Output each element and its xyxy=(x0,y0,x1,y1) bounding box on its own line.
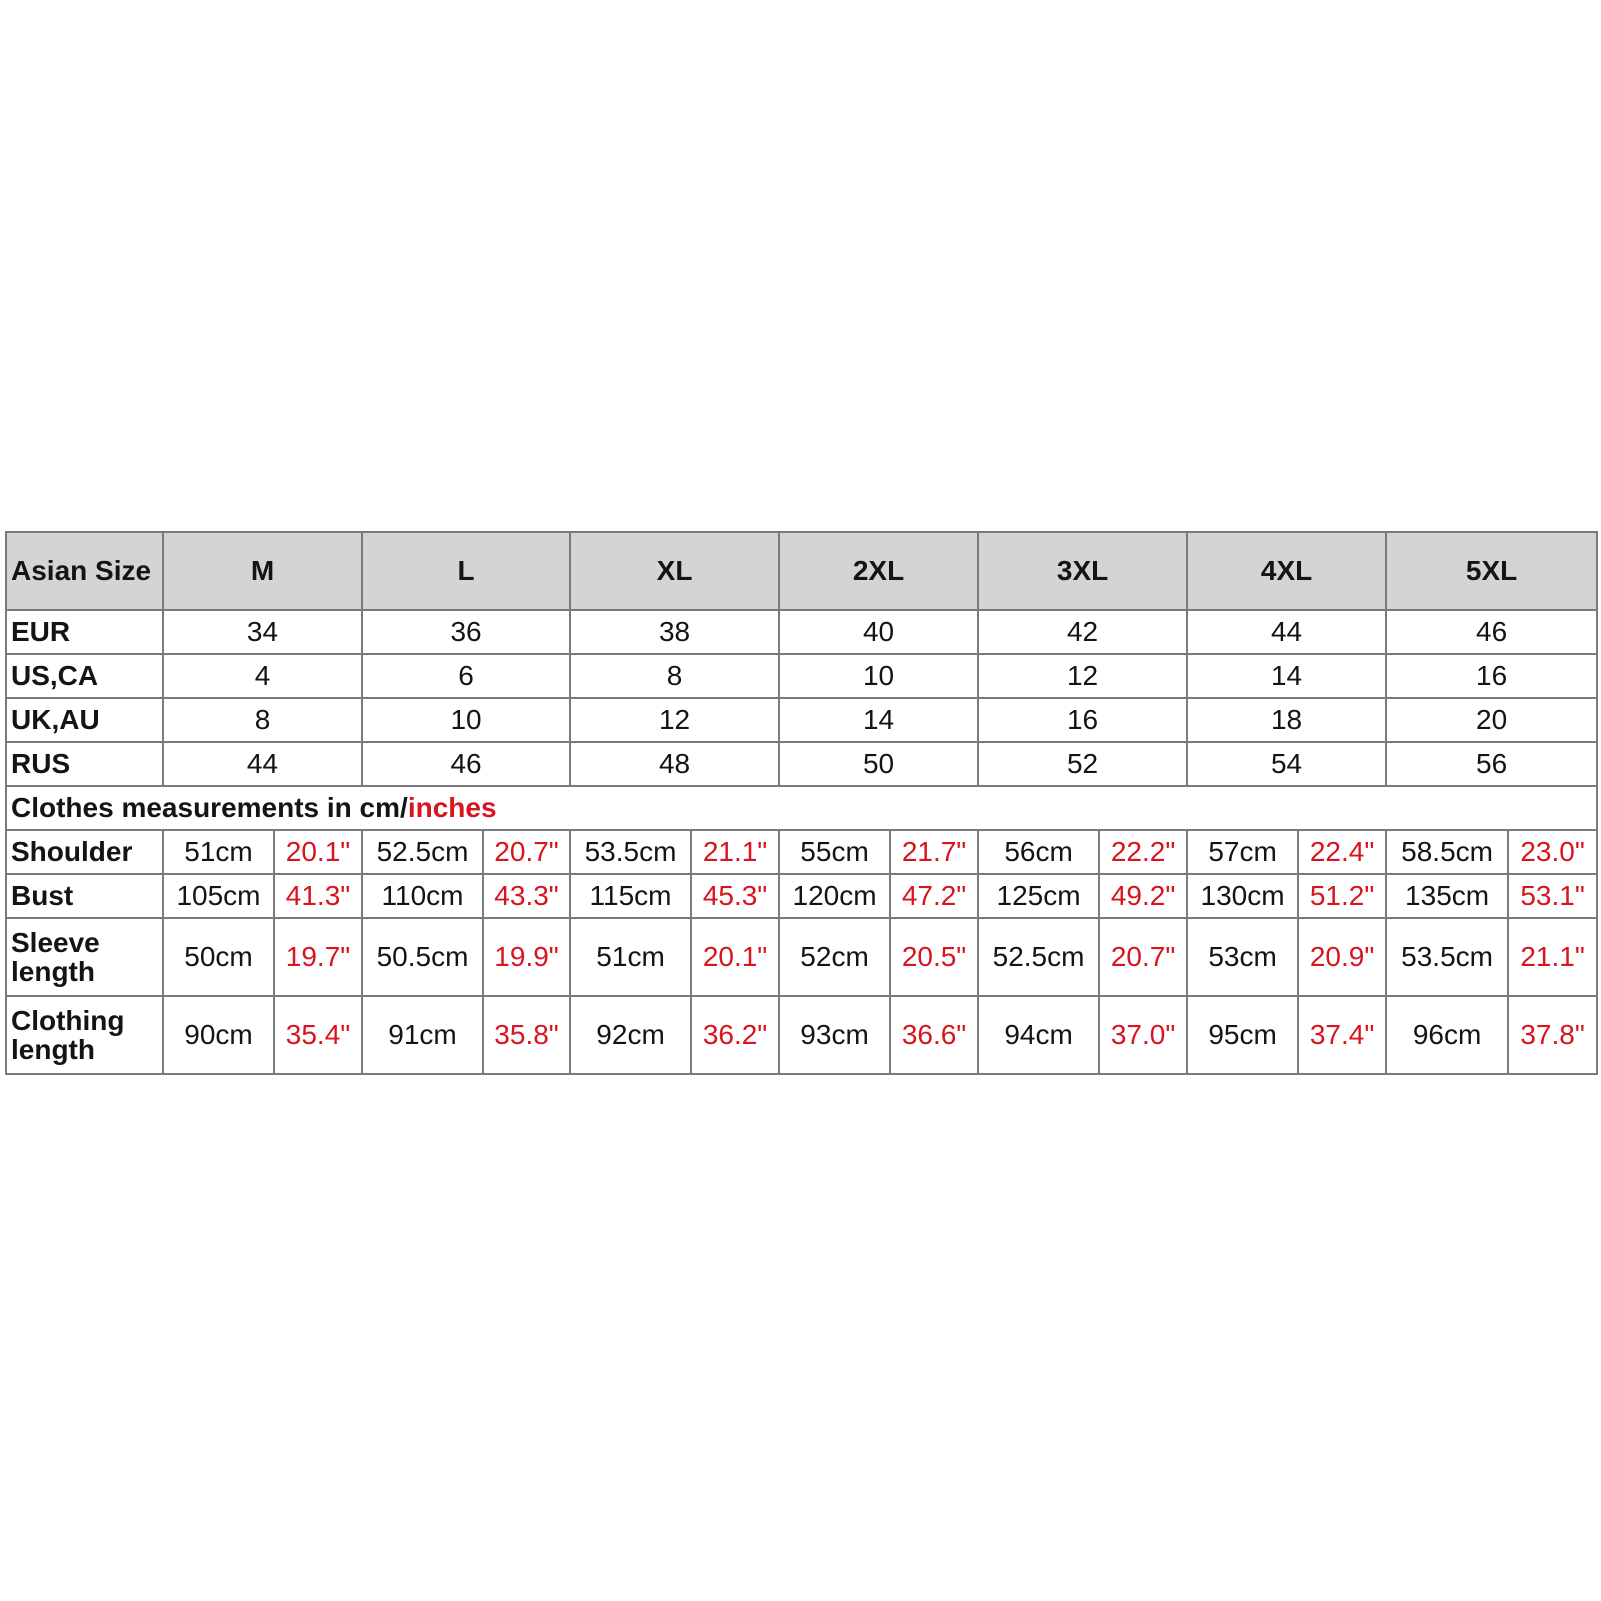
inch-cell: 19.7" xyxy=(274,918,362,996)
cm-cell: 92cm xyxy=(570,996,691,1074)
conversion-cell: 46 xyxy=(362,742,570,786)
cm-cell: 57cm xyxy=(1187,830,1298,874)
inch-cell: 35.8" xyxy=(483,996,570,1074)
inch-cell: 37.4" xyxy=(1298,996,1386,1074)
cm-cell: 56cm xyxy=(978,830,1099,874)
conversion-cell: 10 xyxy=(362,698,570,742)
row-label: Shoulder xyxy=(6,830,163,874)
size-header-4xl: 4XL xyxy=(1187,532,1386,610)
inch-cell: 20.9" xyxy=(1298,918,1386,996)
conversion-cell: 44 xyxy=(1187,610,1386,654)
conversion-cell: 8 xyxy=(163,698,362,742)
cm-cell: 53.5cm xyxy=(570,830,691,874)
conversion-cell: 10 xyxy=(779,654,978,698)
size-header-2xl: 2XL xyxy=(779,532,978,610)
inch-cell: 20.1" xyxy=(691,918,779,996)
cm-cell: 130cm xyxy=(1187,874,1298,918)
conversion-cell: 12 xyxy=(570,698,779,742)
cm-cell: 52.5cm xyxy=(978,918,1099,996)
inch-cell: 43.3" xyxy=(483,874,570,918)
conversion-cell: 54 xyxy=(1187,742,1386,786)
size-chart-body xyxy=(6,532,1597,1074)
row-label: US,CA xyxy=(6,654,163,698)
inch-cell: 23.0" xyxy=(1508,830,1597,874)
conversion-cell: 16 xyxy=(1386,654,1597,698)
conversion-cell: 8 xyxy=(570,654,779,698)
row-label: UK,AU xyxy=(6,698,163,742)
inch-cell: 47.2" xyxy=(890,874,978,918)
conversion-row xyxy=(6,610,1597,654)
inch-cell: 41.3" xyxy=(274,874,362,918)
inch-cell: 35.4" xyxy=(274,996,362,1074)
size-header-l: L xyxy=(362,532,570,610)
size-header-xl: XL xyxy=(570,532,779,610)
size-header-m: M xyxy=(163,532,362,610)
measurement-row xyxy=(6,830,1597,874)
header-row xyxy=(6,532,1597,610)
conversion-cell: 36 xyxy=(362,610,570,654)
inch-cell: 51.2" xyxy=(1298,874,1386,918)
inch-cell: 36.6" xyxy=(890,996,978,1074)
size-header-5xl: 5XL xyxy=(1386,532,1597,610)
inch-cell: 21.7" xyxy=(890,830,978,874)
cm-cell: 58.5cm xyxy=(1386,830,1508,874)
cm-cell: 125cm xyxy=(978,874,1099,918)
conversion-cell: 42 xyxy=(978,610,1187,654)
inch-cell: 45.3" xyxy=(691,874,779,918)
inch-cell: 20.7" xyxy=(483,830,570,874)
row-label: Sleeve length xyxy=(6,918,163,996)
cm-cell: 96cm xyxy=(1386,996,1508,1074)
conversion-cell: 18 xyxy=(1187,698,1386,742)
conversion-cell: 16 xyxy=(978,698,1187,742)
conversion-row xyxy=(6,654,1597,698)
conversion-row xyxy=(6,742,1597,786)
cm-cell: 50cm xyxy=(163,918,274,996)
conversion-row xyxy=(6,698,1597,742)
size-header-3xl: 3XL xyxy=(978,532,1187,610)
section-title-row xyxy=(6,786,1597,830)
inch-cell: 37.8" xyxy=(1508,996,1597,1074)
conversion-cell: 56 xyxy=(1386,742,1597,786)
measurement-row xyxy=(6,996,1597,1074)
conversion-cell: 20 xyxy=(1386,698,1597,742)
cm-cell: 52cm xyxy=(779,918,890,996)
conversion-cell: 46 xyxy=(1386,610,1597,654)
inch-cell: 37.0" xyxy=(1099,996,1187,1074)
row-label: Clothing length xyxy=(6,996,163,1074)
size-chart-table xyxy=(5,531,1598,1075)
asian-size-label: Asian Size xyxy=(6,532,163,610)
inch-cell: 19.9" xyxy=(483,918,570,996)
row-label: EUR xyxy=(6,610,163,654)
conversion-cell: 40 xyxy=(779,610,978,654)
cm-cell: 90cm xyxy=(163,996,274,1074)
inch-cell: 20.5" xyxy=(890,918,978,996)
conversion-cell: 38 xyxy=(570,610,779,654)
measurement-row xyxy=(6,874,1597,918)
cm-cell: 55cm xyxy=(779,830,890,874)
cm-cell: 95cm xyxy=(1187,996,1298,1074)
cm-cell: 115cm xyxy=(570,874,691,918)
cm-cell: 53cm xyxy=(1187,918,1298,996)
row-label: Bust xyxy=(6,874,163,918)
cm-cell: 135cm xyxy=(1386,874,1508,918)
cm-cell: 120cm xyxy=(779,874,890,918)
inch-cell: 53.1" xyxy=(1508,874,1597,918)
inch-cell: 20.7" xyxy=(1099,918,1187,996)
cm-cell: 51cm xyxy=(163,830,274,874)
inch-cell: 20.1" xyxy=(274,830,362,874)
cm-cell: 51cm xyxy=(570,918,691,996)
inch-cell: 49.2" xyxy=(1099,874,1187,918)
conversion-cell: 44 xyxy=(163,742,362,786)
conversion-cell: 52 xyxy=(978,742,1187,786)
conversion-cell: 14 xyxy=(779,698,978,742)
conversion-cell: 48 xyxy=(570,742,779,786)
row-label: RUS xyxy=(6,742,163,786)
cm-cell: 110cm xyxy=(362,874,483,918)
conversion-cell: 12 xyxy=(978,654,1187,698)
conversion-cell: 50 xyxy=(779,742,978,786)
section-title-highlight: inches xyxy=(407,792,497,824)
cm-cell: 105cm xyxy=(163,874,274,918)
section-title xyxy=(6,786,1597,830)
conversion-cell: 4 xyxy=(163,654,362,698)
cm-cell: 53.5cm xyxy=(1386,918,1508,996)
inch-cell: 22.4" xyxy=(1298,830,1386,874)
cm-cell: 91cm xyxy=(362,996,483,1074)
measurement-row xyxy=(6,918,1597,996)
section-title-prefix: Clothes measurements in cm/ xyxy=(11,792,408,824)
cm-cell: 93cm xyxy=(779,996,890,1074)
conversion-cell: 34 xyxy=(163,610,362,654)
cm-cell: 52.5cm xyxy=(362,830,483,874)
cm-cell: 94cm xyxy=(978,996,1099,1074)
conversion-cell: 6 xyxy=(362,654,570,698)
inch-cell: 36.2" xyxy=(691,996,779,1074)
conversion-cell: 14 xyxy=(1187,654,1386,698)
inch-cell: 21.1" xyxy=(691,830,779,874)
cm-cell: 50.5cm xyxy=(362,918,483,996)
inch-cell: 22.2" xyxy=(1099,830,1187,874)
inch-cell: 21.1" xyxy=(1508,918,1597,996)
